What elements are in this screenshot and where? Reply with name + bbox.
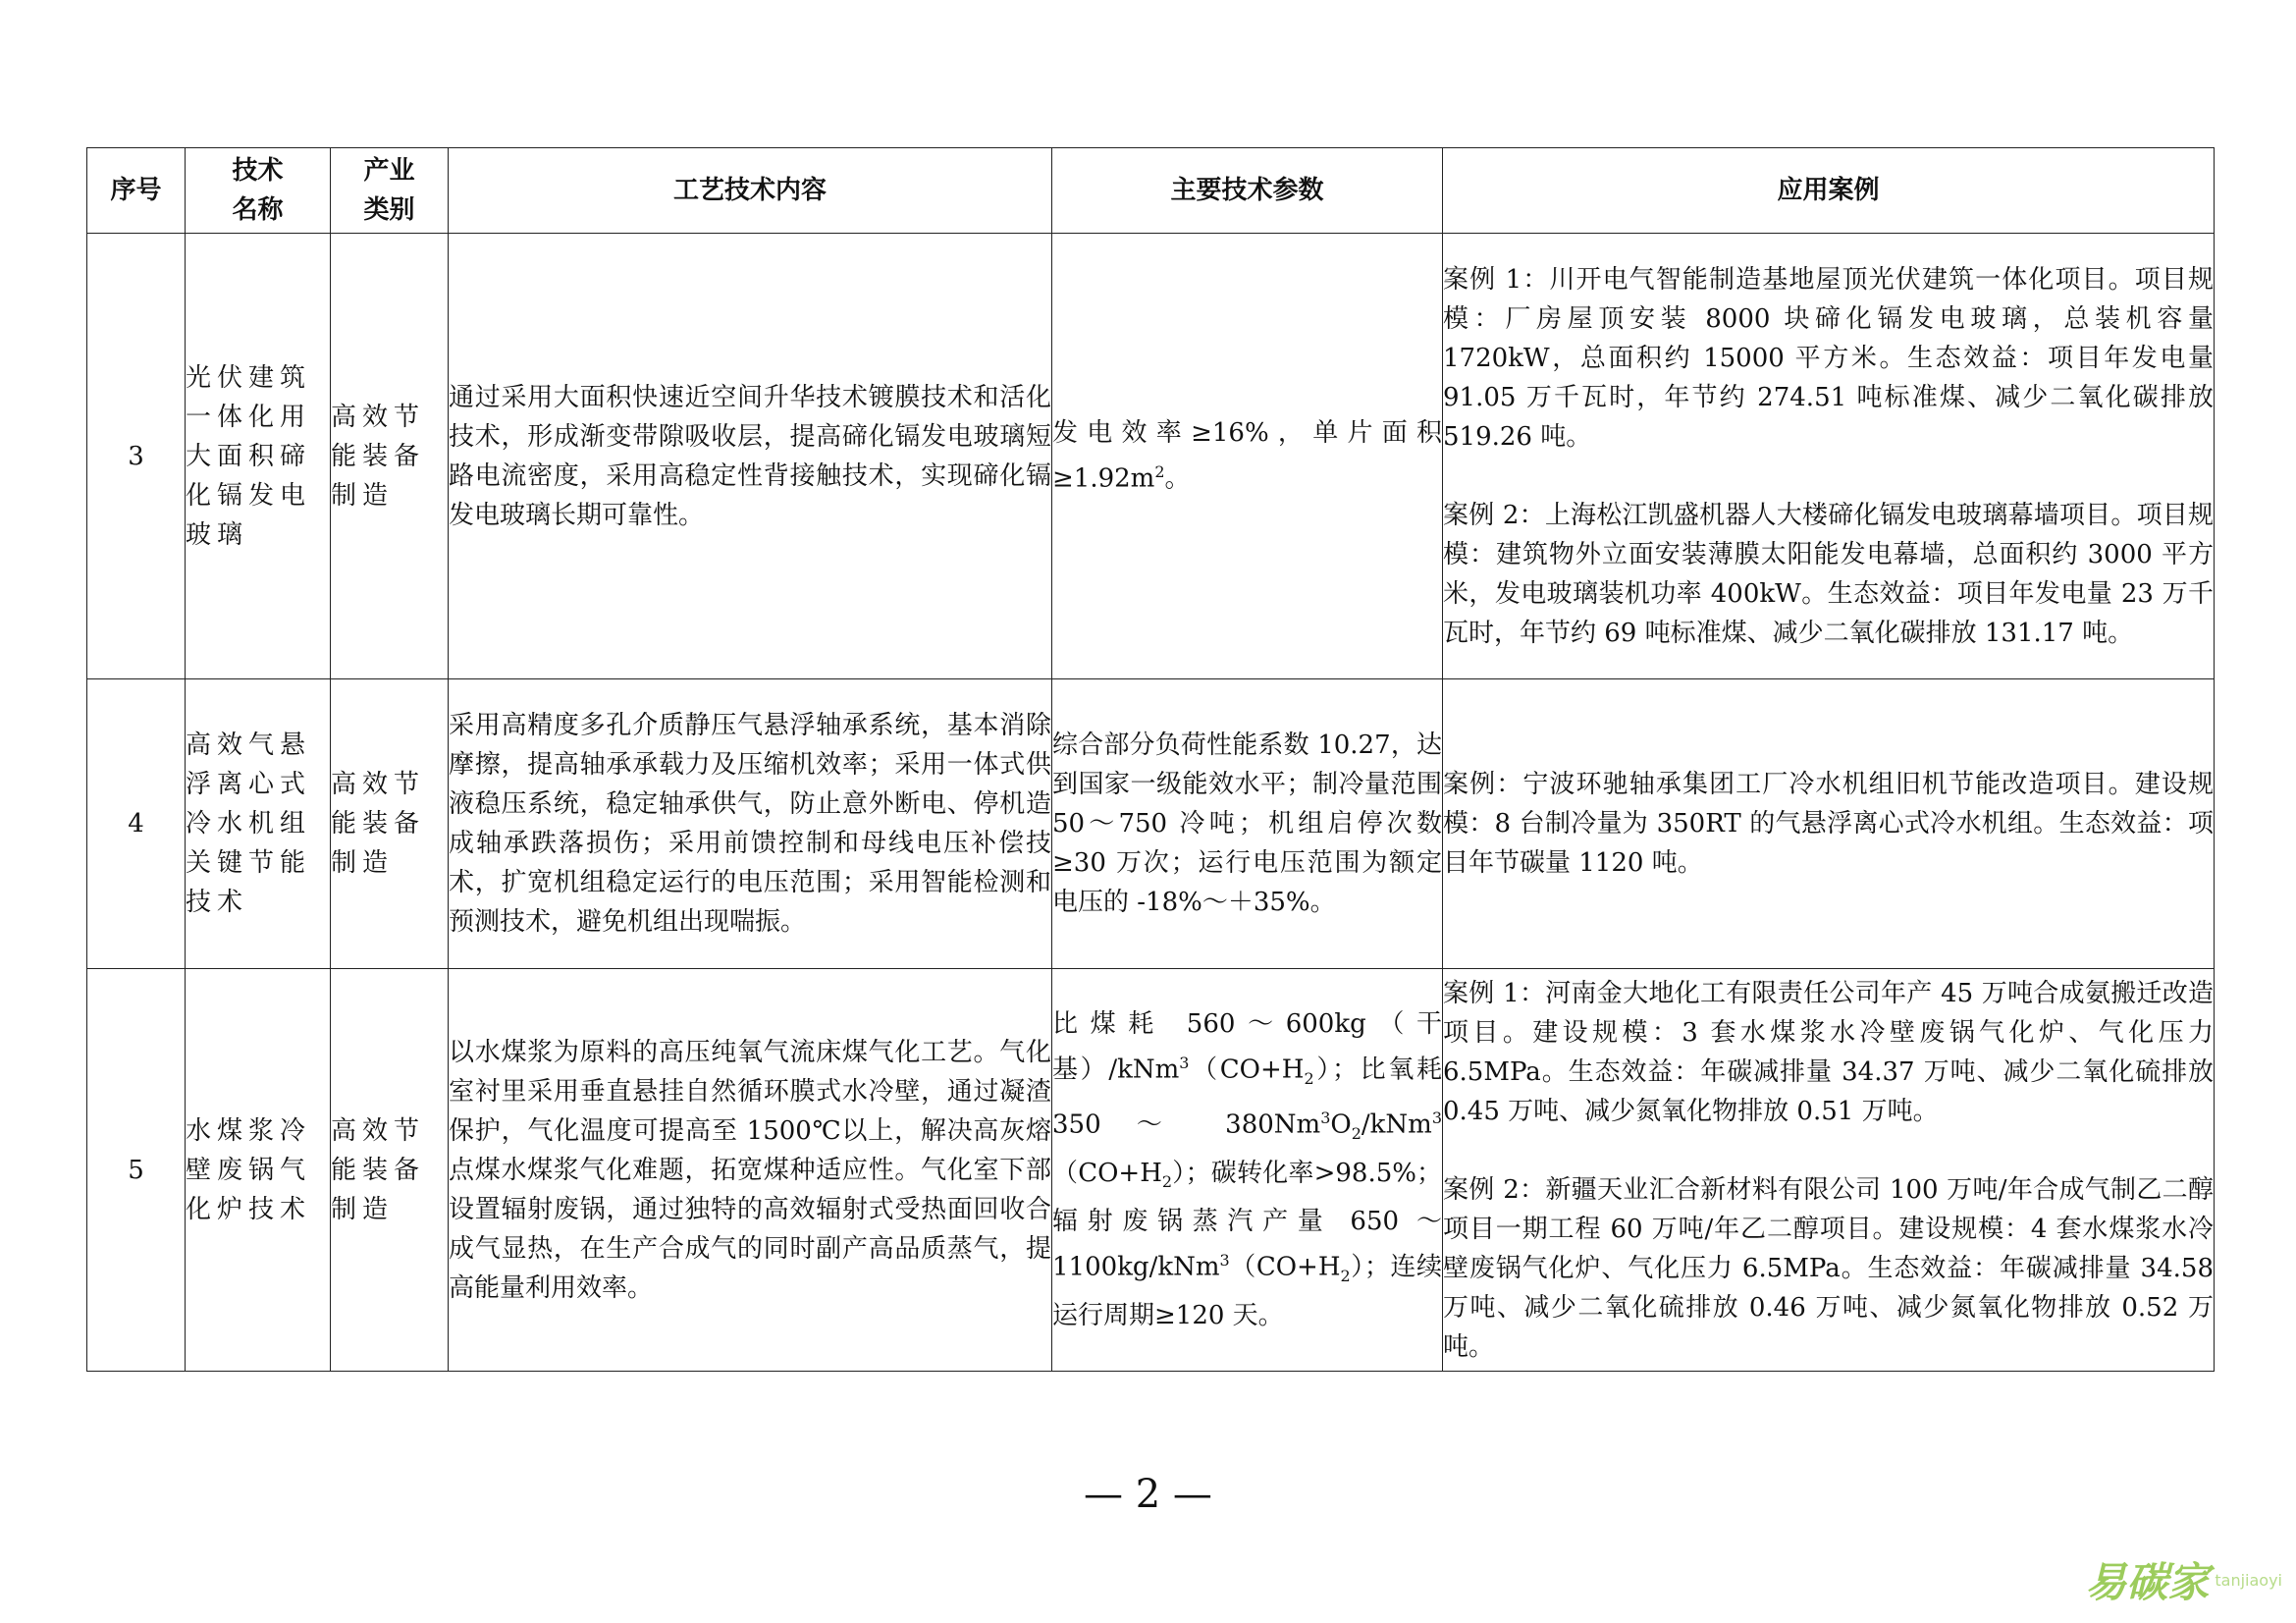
row-tech-name: 高效气悬浮离心式冷水机组关键节能技术 <box>186 679 331 969</box>
row-index: 5 <box>87 969 186 1372</box>
table-row <box>87 234 2215 679</box>
case-item: 案例：宁波环驰轴承集团工厂冷水机组旧机节能改造项目。建设规模：8 台制冷量为 350RT 的气悬浮离心式冷水机组。生态效益：项目年节碳量 1120 吨。 <box>1443 770 2214 878</box>
header-name <box>186 148 331 234</box>
param-sup: 3 <box>1431 1108 1442 1127</box>
case-item: 案例 2：新疆天业汇合新材料有限公司 100 万吨/年合成气制乙二醇项目一期工程 60 万吨/年乙二醇项目。建设规模：4 套水煤浆水冷壁废锅气化炉、气化压力 6.5MPa。生态效益：年碳减排量 34.58 万吨、减少二氧化硫排放 0.46 万吨、减少氮氧化物排放 0.52 万吨。 <box>1443 1174 2214 1362</box>
row-cases <box>1443 234 2215 679</box>
row-process-content: 通过采用大面积快速近空间升华技术镀膜技术和活化技术，形成渐变带隙吸收层，提高碲化镉发电玻璃短路电流密度，采用高稳定性背接触技术，实现碲化镉发电玻璃长期可靠性。 <box>449 234 1052 679</box>
param-text: ）；连续运行周期≥120 天。 <box>1052 1252 1442 1330</box>
param-text: ）；碳转化率>98.5%；辐射废锅蒸汽产量 650 ～ 1100kg/kNm <box>1052 1158 1442 1282</box>
param-text: （CO+H <box>1229 1252 1341 1282</box>
header-category-line-1: 产业 <box>363 156 415 186</box>
case-item: 案例 1：河南金大地化工有限责任公司年产 45 万吨合成氨搬迁改造项目。建设规模：3 套水煤浆水冷壁废锅气化炉、气化压力 6.5MPa。生态效益：年碳减排量 34.37 万吨、减少二氧化硫排放 0.45 万吨、减少氮氧化物排放 0.51 万吨。 <box>1443 978 2214 1126</box>
row-category: 高效节能装备制造 <box>331 969 449 1372</box>
row-params: 综合部分负荷性能系数 10.27，达到国家一级能效水平；制冷量范围 50～750 冷吨；机组启停次数≥30 万次；运行电压范围为额定电压的 -18%～＋35%。 <box>1052 679 1443 969</box>
table-row <box>87 679 2215 969</box>
row-process-content: 以水煤浆为原料的高压纯氧气流床煤气化工艺。气化室衬里采用垂直悬挂自然循环膜式水冷壁，通过凝渣保护，气化温度可提高至 1500℃以上，解决高灰熔点煤水煤浆气化难题，拓宽煤种适应性。气化室下部设置辐射废锅，通过独特的高效辐射式受热面回收合成气显热，在生产合成气的同时副产高品质蒸气，提高能量利用效率。 <box>449 969 1052 1372</box>
table-header-row <box>87 148 2215 234</box>
row-category: 高效节能装备制造 <box>331 234 449 679</box>
header-cases: 应用案例 <box>1443 148 2215 234</box>
param-text: （CO+H <box>1052 1158 1162 1188</box>
row-cases <box>1443 679 2215 969</box>
row-cases <box>1443 969 2215 1372</box>
param-text: ）；比氧耗 350 ～ 380Nm <box>1052 1055 1442 1140</box>
case-item: 案例 2：上海松江凯盛机器人大楼碲化镉发电玻璃幕墙项目。项目规模：建筑物外立面安装薄膜太阳能发电幕墙，总面积约 3000 平方米，发电玻璃装机功率 400kW。生态效益：项目年发电量 23 万千瓦时，年节约 69 吨标准煤、减少二氧化碳排放 131.17 吨。 <box>1443 500 2214 648</box>
watermark-brand: 易碳家 <box>2085 1558 2210 1606</box>
row-tech-name: 光伏建筑一体化用大面积碲化镉发电玻璃 <box>186 234 331 679</box>
param-sub: 2 <box>1351 1123 1362 1143</box>
table-row <box>87 969 2215 1372</box>
row-tech-name: 水煤浆冷壁废锅气化炉技术 <box>186 969 331 1372</box>
case-item: 案例 1：川开电气智能制造基地屋顶光伏建筑一体化项目。项目规模：厂房屋顶安装 8000 块碲化镉发电玻璃，总装机容量 1720kW，总面积约 15000 平方米。生态效益：项目年发电量 91.05 万千瓦时，年节约 274.51 吨标准煤、减少二氧化碳排放 519.26 吨。 <box>1443 264 2214 452</box>
row-index: 3 <box>87 234 186 679</box>
header-params: 主要技术参数 <box>1052 148 1443 234</box>
param-sup: 2 <box>1154 462 1165 482</box>
param-text: 比煤耗 560～600kg（干基）/kNm <box>1052 1009 1442 1085</box>
header-category <box>331 148 449 234</box>
param-sup: 3 <box>1219 1251 1230 1271</box>
header-index: 序号 <box>87 148 186 234</box>
watermark-logo <box>2085 1550 2282 1609</box>
param-sup: 3 <box>1179 1054 1190 1073</box>
param-sub: 2 <box>1340 1266 1351 1285</box>
param-sup: 3 <box>1320 1108 1331 1127</box>
row-params <box>1052 969 1443 1372</box>
header-name-line-1: 技术 <box>232 156 284 186</box>
row-process-content: 采用高精度多孔介质静压气悬浮轴承系统，基本消除摩擦，提高轴承承载力及压缩机效率；采用一体式供液稳压系统，稳定轴承供气，防止意外断电、停机造成轴承跌落损伤；采用前馈控制和母线电压补偿技术，扩宽机组稳定运行的电压范围；采用智能检测和预测技术，避免机组出现喘振。 <box>449 679 1052 969</box>
param-text: O <box>1330 1109 1352 1140</box>
param-text: （CO+H <box>1189 1055 1305 1085</box>
technology-table <box>86 147 2215 1372</box>
param-text: /kNm <box>1361 1109 1432 1140</box>
param-sub: 2 <box>1161 1172 1173 1192</box>
row-params <box>1052 234 1443 679</box>
header-category-line-2: 类别 <box>363 195 415 225</box>
param-tail: 。 <box>1164 463 1191 494</box>
row-index: 4 <box>87 679 186 969</box>
row-category: 高效节能装备制造 <box>331 679 449 969</box>
page-number: — 2 — <box>1084 1472 1212 1517</box>
param-sub: 2 <box>1304 1068 1314 1088</box>
watermark-site: tanjiaoyi <box>2215 1570 2282 1590</box>
param-text: 发电效率≥16%，单片面积≥1.92m <box>1052 418 1442 494</box>
header-content: 工艺技术内容 <box>449 148 1052 234</box>
header-name-line-2: 名称 <box>232 195 284 225</box>
